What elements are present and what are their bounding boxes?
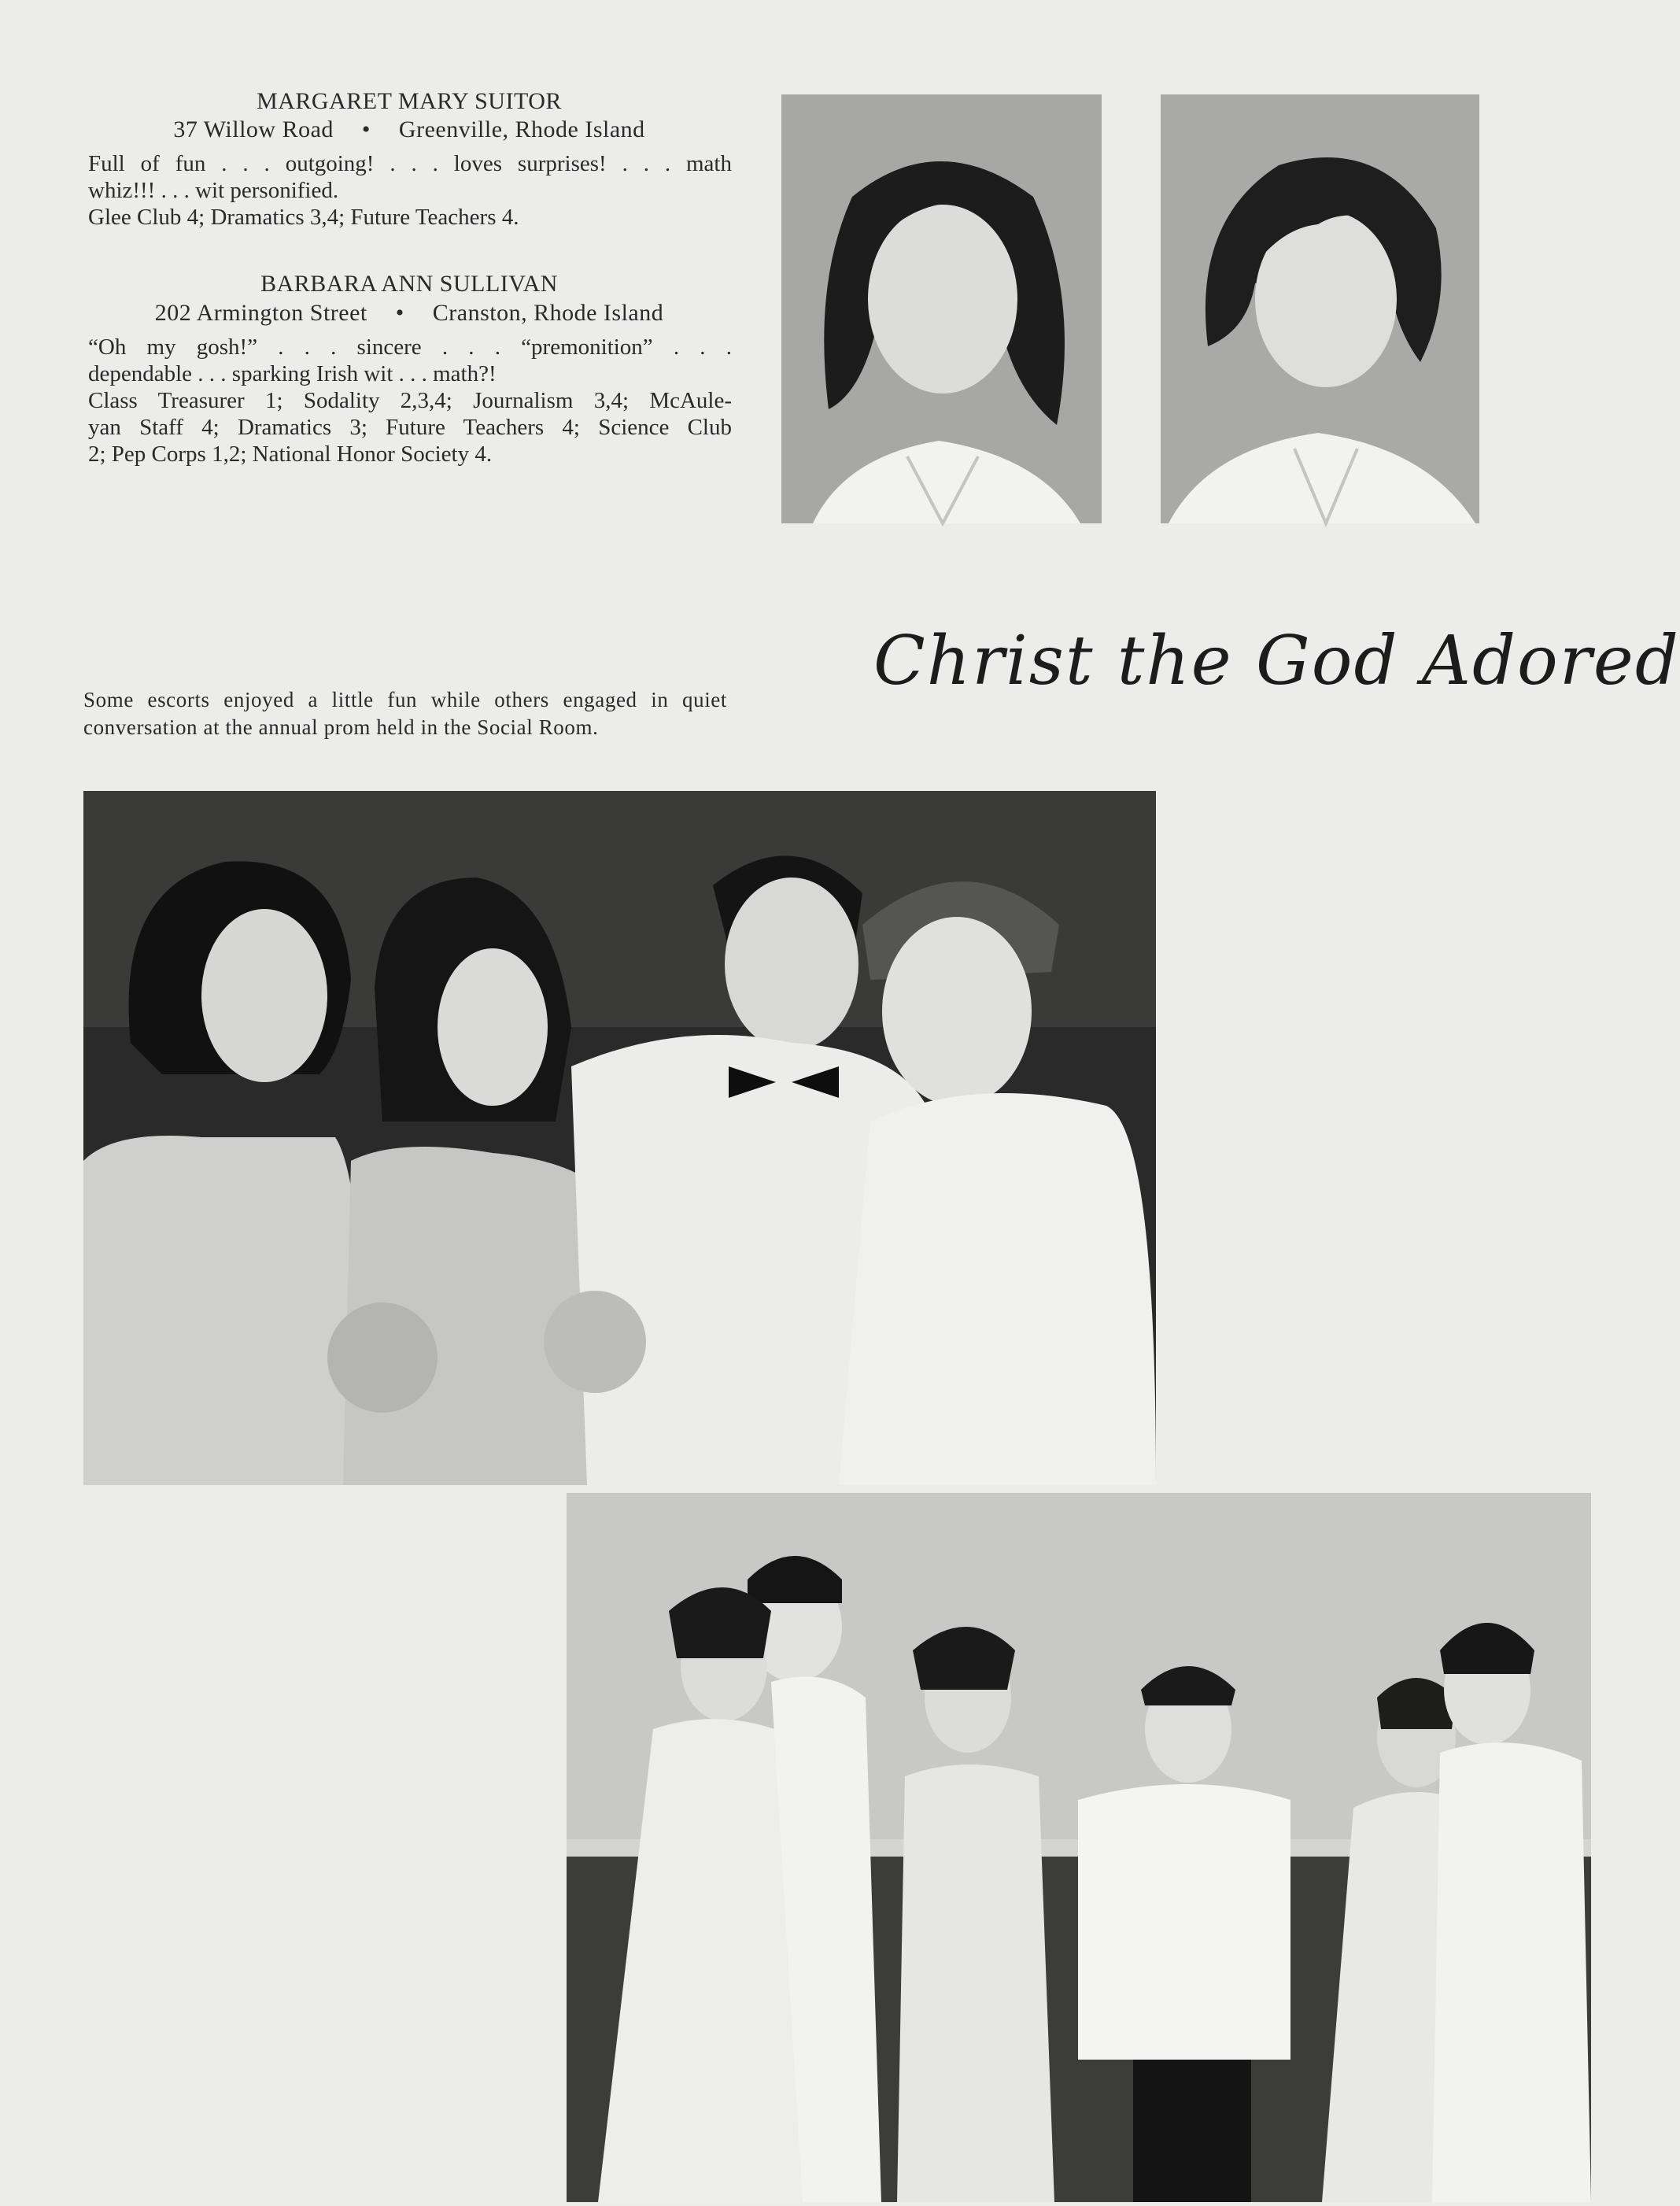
photo-caption: Some escorts enjoyed a little fun while others engaged in quiet conversation at the annual prom held in the Social Room. — [83, 688, 727, 739]
senior-name: MARGARET MARY SUITOR — [257, 88, 562, 114]
senior-description — [88, 334, 732, 467]
page-headline: Christ the God Adored — [873, 622, 1680, 700]
address-street: 202 Armington Street — [154, 300, 367, 326]
prom-photo-fun — [83, 791, 1156, 1485]
activities-line: Class Treasurer 1; Sodality 2,3,4; Journalism 3,4; McAule- — [88, 388, 732, 413]
bullet: • — [361, 116, 371, 142]
activities-line: Glee Club 4; Dramatics 3,4; Future Teachers 4. — [88, 205, 519, 230]
description-line: whiz!!! . . . wit personified. — [88, 178, 339, 203]
portrait-illustration — [1161, 94, 1479, 523]
prom-illustration — [567, 1493, 1591, 2202]
prom-photo-conversation — [567, 1493, 1591, 2202]
activities-line: 2; Pep Corps 1,2; National Honor Society 4. — [88, 442, 493, 467]
portrait-photo-margaret-suitor — [781, 94, 1102, 523]
senior-name: BARBARA ANN SULLIVAN — [260, 271, 558, 297]
bullet: • — [395, 300, 404, 326]
description-line: Full of fun . . . outgoing! . . . loves surprises! . . . math — [88, 151, 732, 176]
address-street: 37 Willow Road — [173, 116, 334, 142]
senior-address — [87, 116, 732, 143]
senior-description — [88, 150, 732, 231]
activities-line: yan Staff 4; Dramatics 3; Future Teachers 4; Science Club — [88, 415, 732, 440]
senior-address — [87, 300, 732, 327]
address-city: Cranston, Rhode Island — [432, 300, 664, 326]
prom-illustration — [83, 791, 1156, 1485]
description-line: “Oh my gosh!” . . . sincere . . . “premonition” . . . — [88, 334, 732, 360]
portrait-photo-barbara-sullivan — [1161, 94, 1479, 523]
description-line: dependable . . . sparking Irish wit . . . math?! — [88, 361, 497, 386]
portrait-illustration — [781, 94, 1102, 523]
address-city: Greenville, Rhode Island — [398, 116, 645, 142]
